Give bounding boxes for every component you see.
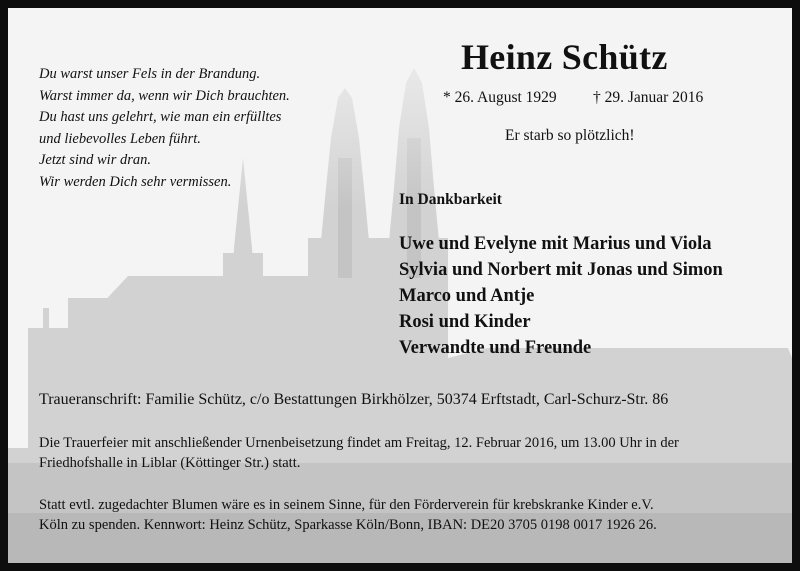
poem bbox=[39, 64, 290, 193]
poem-line: und liebevolles Leben führt. bbox=[39, 130, 201, 147]
mourner-entry: Uwe und Evelyne mit Marius und Viola bbox=[399, 234, 712, 254]
poem-line: Du warst unser Fels in der Brandung. bbox=[39, 66, 261, 82]
death-remark: Er starb so plötzlich! bbox=[505, 127, 635, 144]
birth-date: * 26. August 1929 bbox=[443, 89, 557, 106]
donation-line: Statt evtl. zugedachter Blumen wäre es in seinem Sinne, für den Förderverein für krebskranke Kinder e.V. bbox=[39, 497, 654, 513]
deceased-name: Heinz Schütz bbox=[461, 37, 668, 77]
gratitude-heading: In Dankbarkeit bbox=[399, 191, 502, 208]
mourner-entry: Rosi und Kinder bbox=[399, 312, 531, 332]
mourner-entry: Marco und Antje bbox=[399, 286, 535, 306]
mourning-address: Traueranschrift: Familie Schütz, c/o Bestattungen Birkhölzer, 50374 Erftstadt, Carl-Schurz-Str. 86 bbox=[39, 391, 669, 408]
poem-line: Jetzt sind wir dran. bbox=[39, 152, 151, 168]
mourners-list bbox=[399, 231, 723, 361]
mourner-entry: Verwandte und Freunde bbox=[399, 338, 592, 358]
donation-notice bbox=[39, 495, 657, 535]
mourner-entry: Sylvia und Norbert mit Jonas und Simon bbox=[399, 260, 723, 280]
poem-line: Warst immer da, wenn wir Dich brauchten. bbox=[39, 87, 290, 104]
ceremony-line: Die Trauerfeier mit anschließender Urnenbeisetzung findet am Freitag, 12. Februar 2016, um 13.00 Uhr in der bbox=[39, 435, 679, 451]
ceremony-notice bbox=[39, 433, 679, 473]
poem-line: Wir werden Dich sehr vermissen. bbox=[39, 173, 232, 190]
ceremony-line: Friedhofshalle in Liblar (Köttinger Str.) statt. bbox=[39, 455, 301, 471]
donation-line: Köln zu spenden. Kennwort: Heinz Schütz, Sparkasse Köln/Bonn, IBAN: DE20 3705 0198 0017 1926 26. bbox=[39, 517, 657, 533]
death-date: † 29. Januar 2016 bbox=[593, 89, 704, 106]
poem-line: Du hast uns gelehrt, wie man ein erfülltes bbox=[39, 109, 282, 125]
